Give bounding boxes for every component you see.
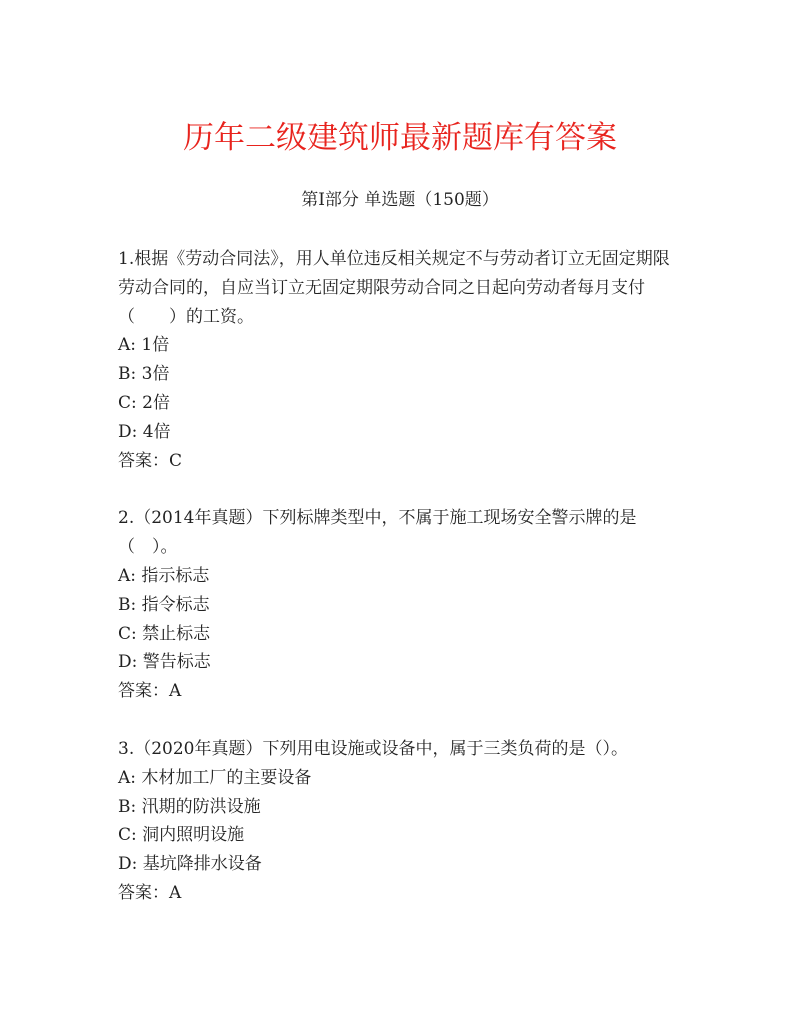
option-d: D: 基坑降排水设备 [118,854,262,875]
section-heading: 第I部分 单选题（150题） [301,190,499,210]
question-2 [118,504,683,706]
option-d: D: 4倍 [118,421,171,442]
answer: 答案：C [118,450,183,471]
option-b: B: 汛期的防洪设施 [118,796,261,817]
answer: 答案：A [118,681,182,702]
question-1 [118,245,683,475]
option-b: B: 指令标志 [118,594,210,615]
answer: 答案：A [118,882,182,903]
question-3 [118,735,683,908]
question-stem: 3.（2020年真题）下列用电设施或设备中，属于三类负荷的是（）。 [118,738,628,759]
option-a: A: 1倍 [118,335,170,356]
option-a: A: 指示标志 [118,565,210,586]
option-c: C: 2倍 [118,392,170,413]
option-c: C: 禁止标志 [118,623,211,644]
option-c: C: 洞内照明设施 [118,825,245,846]
question-list [118,245,683,937]
option-b: B: 3倍 [118,364,170,385]
option-d: D: 警告标志 [118,652,211,673]
question-stem: 2.（2014年真题）下列标牌类型中，不属于施工现场安全警示牌的是（ ）。 [118,508,637,558]
option-a: A: 木材加工厂的主要设备 [118,767,312,788]
question-stem: 1.根据《劳动合同法》，用人单位违反相关规定不与劳动者订立无固定期限劳动合同的，自应当订立无固定期限劳动合同之日起向劳动者每月支付（ ）的工资。 [118,249,670,327]
page-title: 历年二级建筑师最新题库有答案 [183,120,617,156]
